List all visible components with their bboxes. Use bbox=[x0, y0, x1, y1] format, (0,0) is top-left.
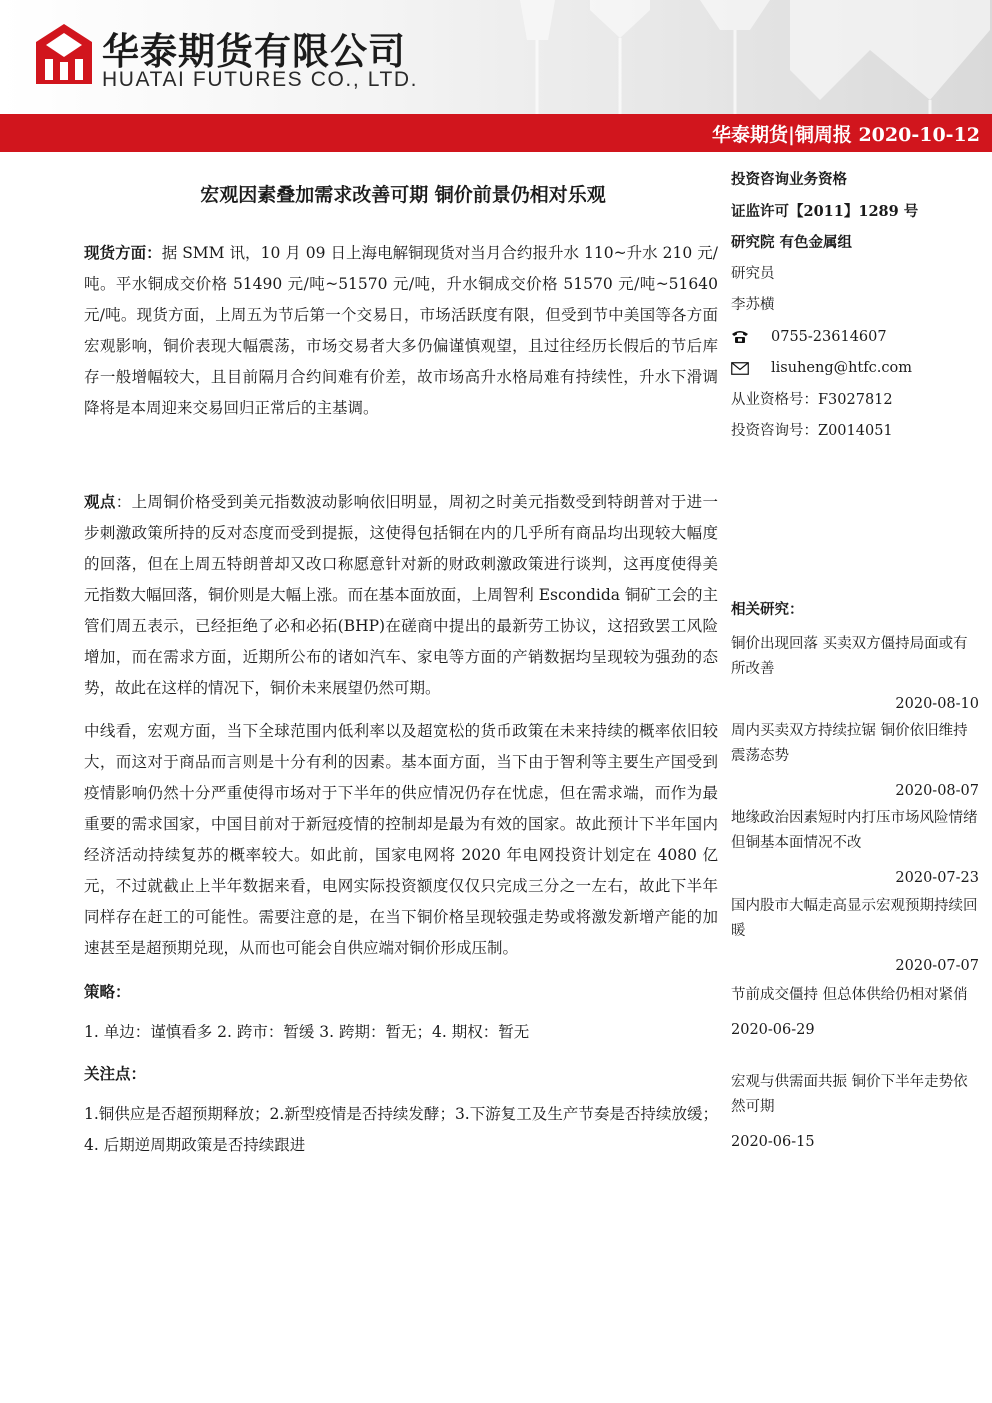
spot-text: 据 SMM 讯，10 月 09 日上海电解铜现货对当月合约报升水 110~升水 210 元/吨。平水铜成交价格 51490 元/吨~51570 元/吨，升水铜成交价格 51570 元/吨~51640 元/吨。现货方面，上周五为节后第一个交易日，市场活跃度有限，但受到节中美国等各方面宏观影响，铜价表现大幅震荡，市场交易者大多仍偏谨慎观望，且过往经历长假后的节后库存一般增幅较大，且目前隔月合约间难有价差，故市场高升水格局难有持续性，升水下滑调降将是本周迎来交易回归正常后的主基调。 bbox=[84, 244, 718, 417]
view-paragraph bbox=[84, 486, 718, 704]
related-research-title: 相关研究： bbox=[731, 601, 804, 618]
related-item-date: 2020-07-07 bbox=[895, 958, 979, 974]
related-item[interactable] bbox=[731, 983, 979, 1043]
related-item-date: 2020-06-29 bbox=[731, 1022, 815, 1038]
envelope-icon bbox=[731, 362, 771, 375]
focus-text: 1.铜供应是否超预期释放；2.新型疫情是否持续发酵；3.下游复工及生产节奏是否持续放缓；4. 后期逆周期政策是否持续跟进 bbox=[84, 1105, 718, 1154]
analyst-name: 李苏横 bbox=[731, 297, 775, 313]
phone-icon bbox=[731, 330, 771, 344]
spot-label: 现货方面： bbox=[84, 243, 162, 262]
related-item-date: 2020-06-15 bbox=[731, 1134, 815, 1150]
related-item[interactable] bbox=[731, 894, 979, 979]
related-item[interactable] bbox=[731, 632, 979, 717]
view-label: 观点 bbox=[84, 492, 116, 511]
email-row bbox=[731, 353, 981, 385]
related-item-title: 宏观与供需面共振 铜价下半年走势依然可期 bbox=[731, 1074, 968, 1115]
license-number: 证监许可【2011】1289 号 bbox=[731, 202, 919, 220]
analyst-email[interactable]: lisuheng@htfc.com bbox=[771, 360, 912, 376]
related-item-title: 周内买卖双方持续拉锯 铜价依旧维持震荡态势 bbox=[731, 723, 968, 764]
related-item-date: 2020-07-23 bbox=[895, 870, 979, 886]
report-banner-text: 华泰期货|铜周报 2020-10-12 bbox=[711, 124, 980, 146]
main-content bbox=[84, 180, 718, 1161]
related-item-title: 铜价出现回落 买卖双方僵持局面或有所改善 bbox=[731, 636, 968, 677]
sidebar bbox=[731, 164, 981, 448]
related-item-date: 2020-08-07 bbox=[895, 783, 979, 799]
analyst-phone: 0755-23614607 bbox=[771, 328, 887, 345]
company-name-en: HUATAI FUTURES CO., LTD. bbox=[102, 68, 419, 91]
spot-paragraph bbox=[84, 237, 718, 424]
related-item[interactable] bbox=[731, 719, 979, 804]
focus-label: 关注点： bbox=[84, 1064, 147, 1083]
page-header bbox=[0, 0, 992, 114]
related-item-title: 国内股市大幅走高显示宏观预期持续回暖 bbox=[731, 898, 978, 939]
cert-number: 从业资格号：F3027812 bbox=[731, 391, 893, 408]
phone-row bbox=[731, 322, 981, 354]
advisory-number: 投资咨询号：Z0014051 bbox=[731, 423, 893, 439]
strategy-label: 策略： bbox=[84, 982, 131, 1001]
midterm-paragraph: 中线看，宏观方面，当下全球范围内低利率以及超宽松的货币政策在未来持续的概率依旧较大，而这对于商品而言则是十分有利的因素。基本面方面，当下由于智利等主要生产国受到疫情影响仍然十分严重使得市场对于下半年的供应情况仍存在忧虑，但在需求端，而作为最重要的需求国家，中国目前对于新冠疫情的控制却是最为有效的国家。故此预计下半年国内经济活动持续复苏的概率较大。如此前，国家电网将 2020 年电网投资计划定在 4080 亿元，不过就截止上半年数据来看，电网实际投资额度仅仅只完成三分之一左右，故此下半年同样存在赶工的可能性。需要注意的是，在当下铜价格呈现较强走势或将激发新增产能的加速甚至是超预期兑现，从而也可能会自供应端对铜价形成压制。 bbox=[84, 722, 718, 957]
qualification-title: 投资咨询业务资格 bbox=[731, 171, 847, 188]
view-text: ：上周铜价格受到美元指数波动影响依旧明显，周初之时美元指数受到特朗普对于进一步刺激政策所持的反对态度而受到提振，这使得包括铜在内的几乎所有商品均出现较大幅度的回落，但在上周五特朗普却又改口称愿意针对新的财政刺激政策进行谈判，这再度使得美元指数大幅回落，铜价则是大幅上涨。而在基本面放面，上周智利 Escondida 铜矿工会的主管们周五表示，已经拒绝了必和必拓(BHP)在磋商中提出的最新劳工协议，这招致罢工风险增加，而在需求方面，近期所公布的诸如汽车、家电等方面的产销数据均呈现较为强劲的态势，故此在这样的情况下，铜价未来展望仍然可期。 bbox=[84, 493, 718, 697]
report-banner bbox=[0, 114, 992, 152]
related-item[interactable] bbox=[731, 806, 979, 891]
analyst-role: 研究员 bbox=[731, 265, 775, 282]
huatai-logo-icon bbox=[36, 24, 92, 84]
related-item-date: 2020-08-10 bbox=[895, 696, 979, 712]
related-item-title: 地缘政治因素短时内打压市场风险情绪 但铜基本面情况不改 bbox=[731, 810, 978, 851]
related-item[interactable] bbox=[731, 1070, 979, 1155]
institute-name: 研究院 有色金属组 bbox=[731, 234, 853, 251]
report-title: 宏观因素叠加需求改善可期 铜价前景仍相对乐观 bbox=[200, 184, 606, 206]
strategy-text: 1. 单边：谨慎看多 2. 跨市：暂缓 3. 跨期：暂无；4. 期权：暂无 bbox=[84, 1023, 530, 1041]
related-item-title: 节前成交僵持 但总体供给仍相对紧俏 bbox=[731, 987, 968, 1003]
company-name-cn: 华泰期货有限公司 bbox=[102, 30, 406, 73]
